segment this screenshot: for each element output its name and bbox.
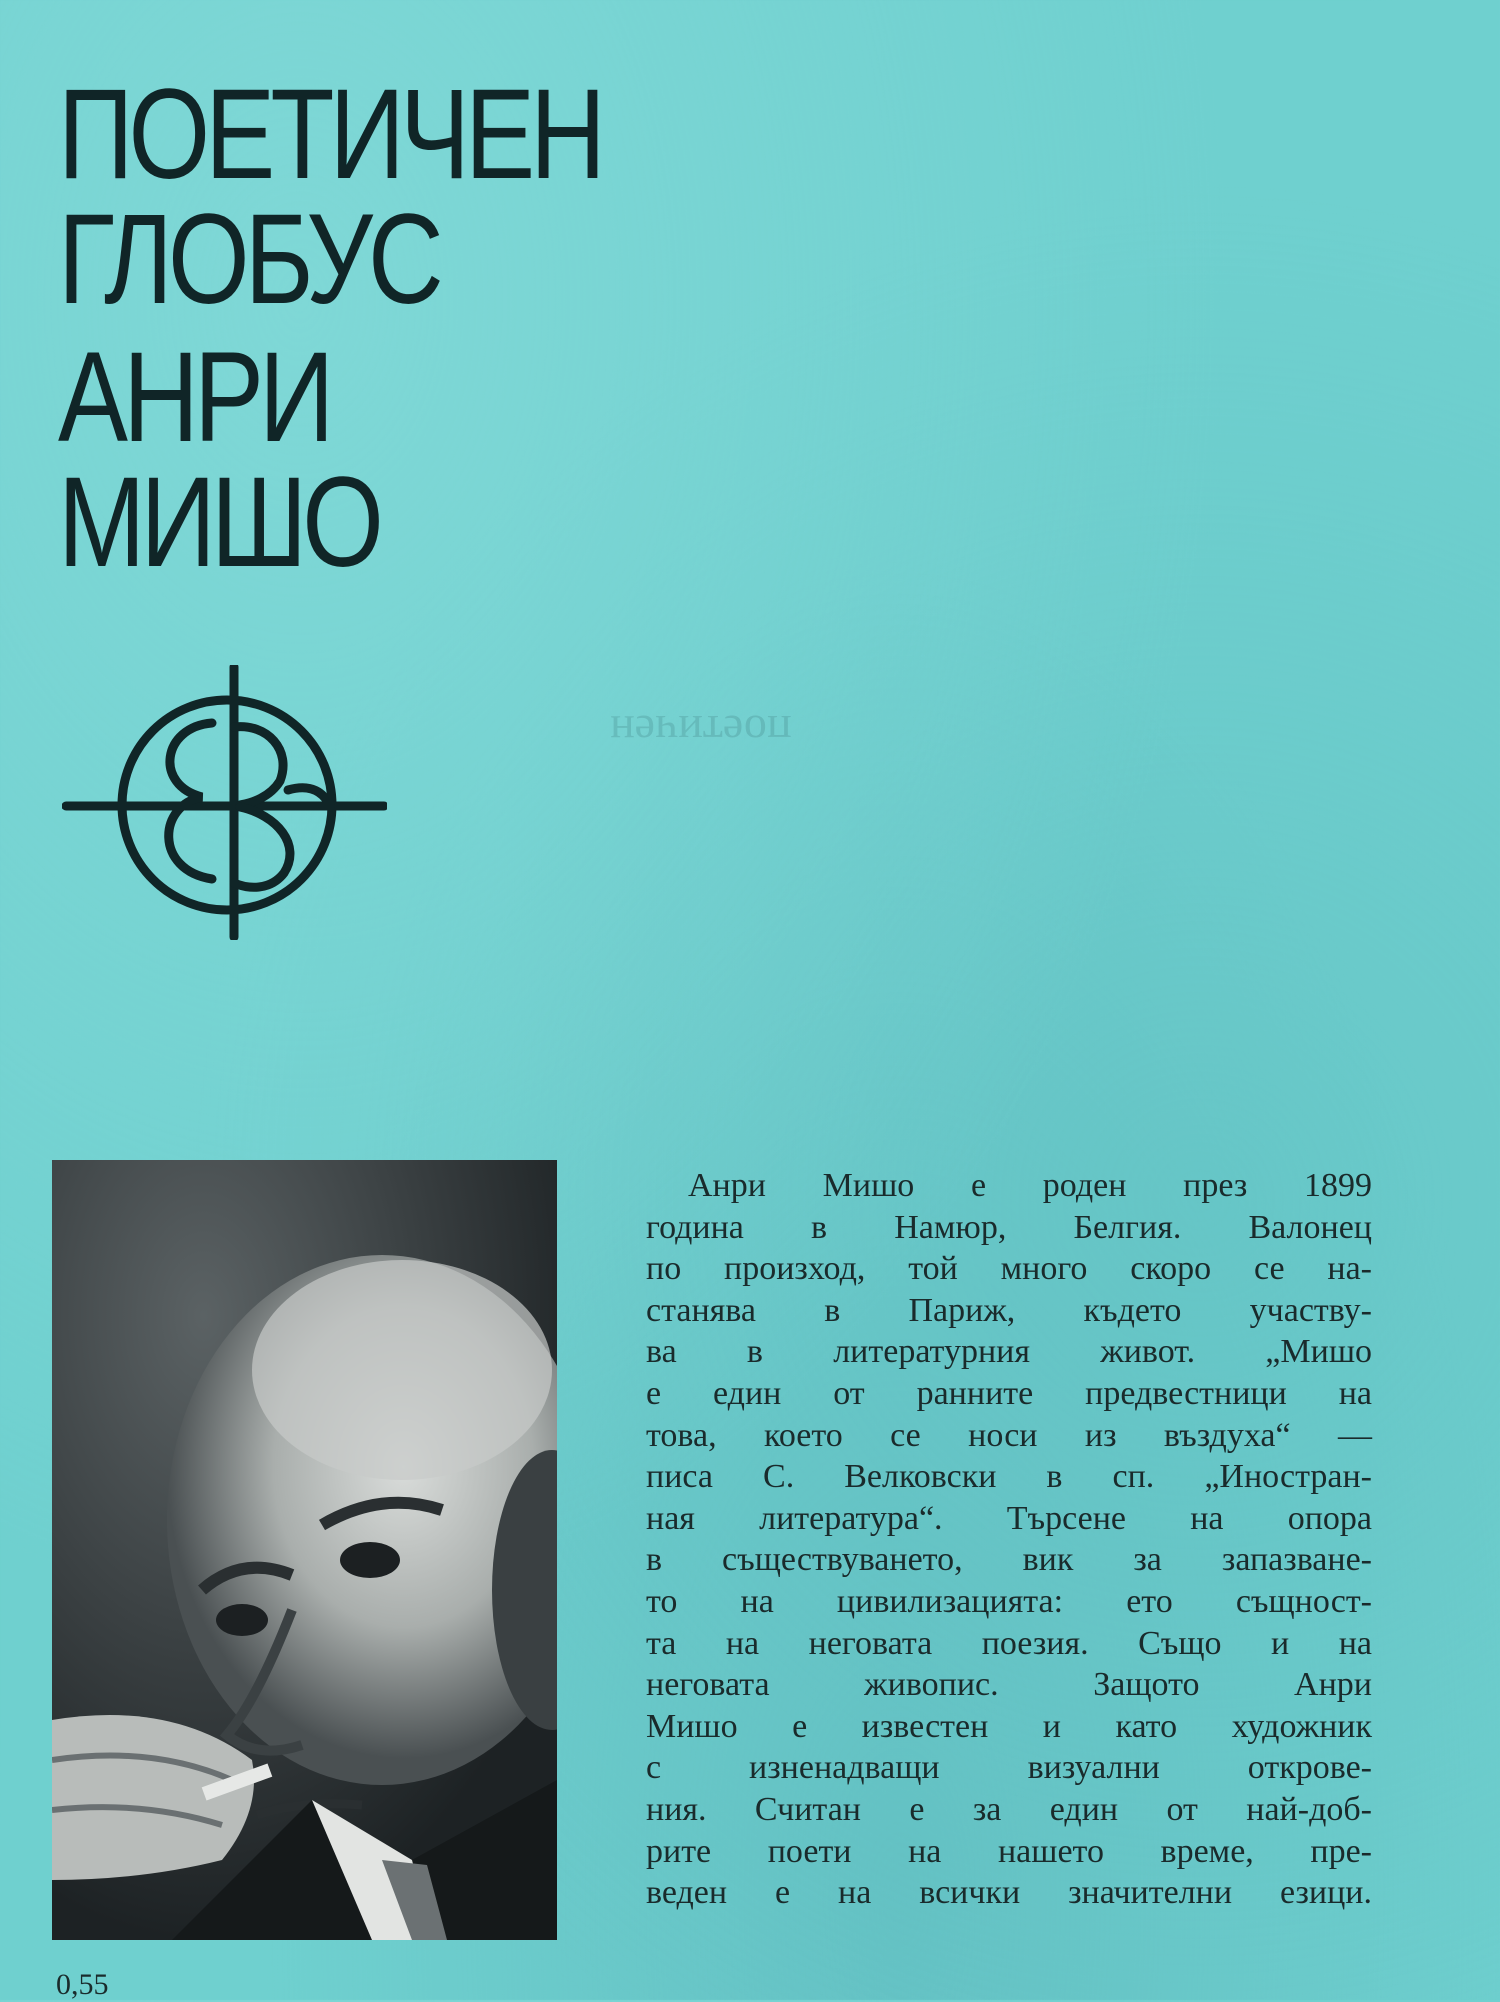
series-title-line-1: ПОЕТИЧЕН bbox=[58, 63, 602, 206]
biography-line: ная литература“. Търсене на опора bbox=[646, 1499, 1372, 1537]
author-name-line-2: МИШО bbox=[58, 451, 380, 595]
biography-line: станява в Париж, където участву- bbox=[646, 1291, 1372, 1329]
author-portrait-photo bbox=[52, 1160, 557, 1940]
show-through-text: поетичен bbox=[610, 706, 792, 757]
biography-line: то на цивилизацията: ето същност- bbox=[646, 1582, 1372, 1620]
cover-title-block bbox=[58, 63, 758, 595]
biography-line: веден е на всички значителни езици. bbox=[646, 1874, 1372, 1912]
biography-line: в съществуването, вик за запазване- bbox=[646, 1541, 1372, 1579]
biography-line: по произход, той много скоро се на- bbox=[646, 1250, 1372, 1288]
biography-line: Анри Мишо е роден през 1899 bbox=[688, 1167, 1372, 1204]
biography-line: е един от ранните предвестници на bbox=[646, 1374, 1372, 1412]
series-title-line-2: ГЛОБУС bbox=[58, 188, 439, 332]
biography-line: неговата живопис. Защото Анри bbox=[646, 1666, 1372, 1704]
biography-line: рите поети на нашето време, пре- bbox=[646, 1832, 1372, 1870]
author-biography bbox=[646, 1165, 1372, 1914]
biography-line: Мишо е известен и като художник bbox=[646, 1707, 1372, 1745]
publisher-globe-logo-icon bbox=[62, 665, 387, 940]
biography-line: с изненадващи визуални открове- bbox=[646, 1749, 1372, 1787]
biography-line: ния. Считан е за един от най-доб- bbox=[646, 1790, 1372, 1828]
price-label: 0,55 bbox=[56, 1968, 109, 2001]
biography-line: та на неговата поезия. Също и на bbox=[646, 1624, 1372, 1662]
biography-line: ва в литературния живот. „Мишо bbox=[646, 1333, 1372, 1371]
biography-line: година в Намюр, Белгия. Валонец bbox=[646, 1208, 1372, 1246]
biography-line: писа С. Велковски в сп. „Иностран- bbox=[646, 1458, 1372, 1496]
biography-line: това, което се носи из въздуха“ — bbox=[646, 1416, 1372, 1454]
author-name-line-1: АНРИ bbox=[58, 325, 330, 469]
